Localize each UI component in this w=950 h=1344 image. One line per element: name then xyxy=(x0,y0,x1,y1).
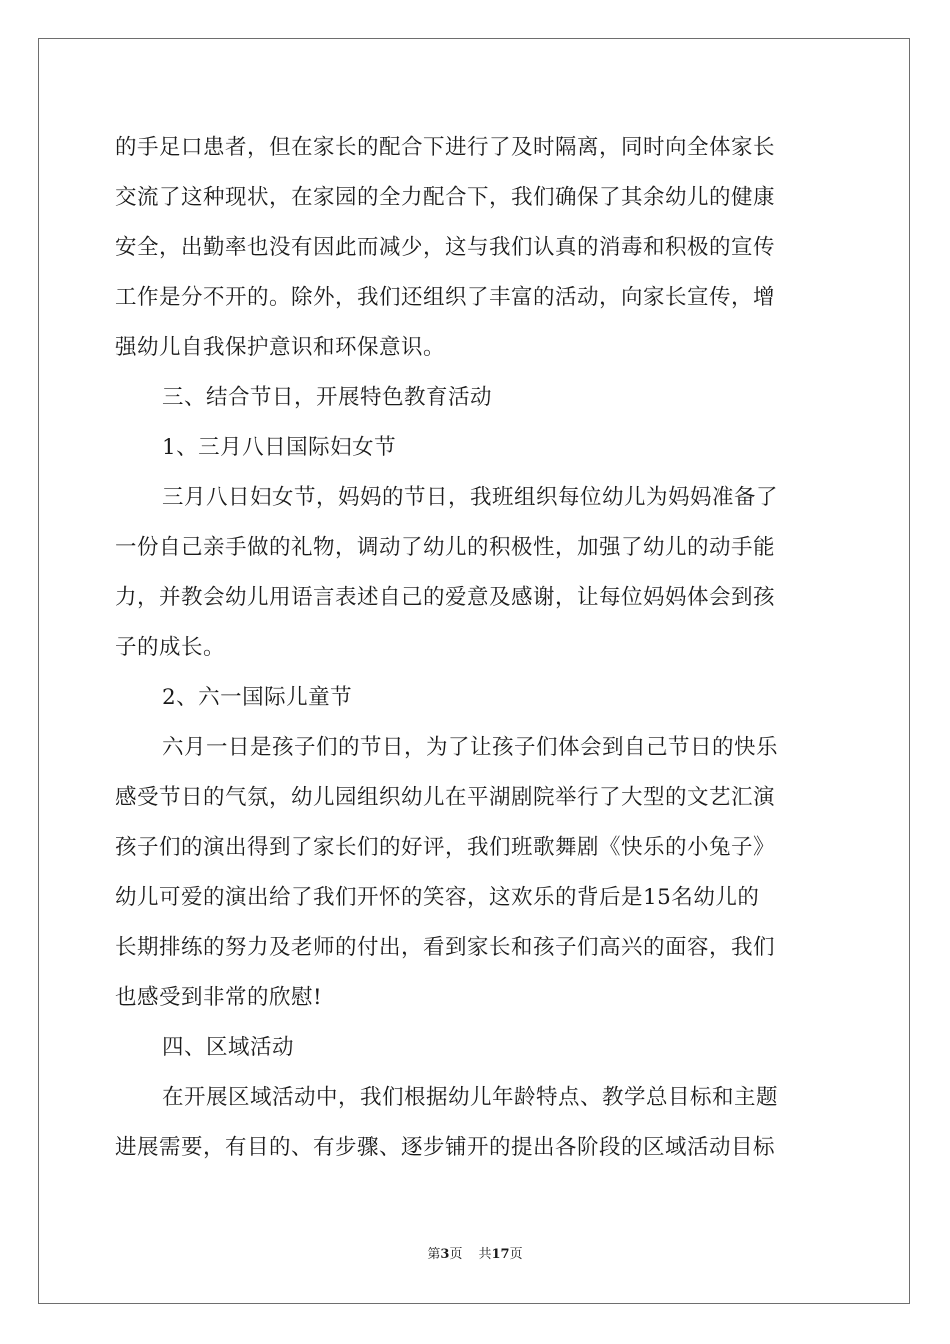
text-line: 在开展区域活动中，我们根据幼儿年龄特点、教学总目标和主题 xyxy=(162,1085,779,1110)
page-total: 17 xyxy=(491,1247,510,1262)
page-footer xyxy=(0,1246,950,1264)
total-prefix: 共 xyxy=(478,1247,492,1262)
subsection-heading: 2、六一国际儿童节 xyxy=(162,685,353,710)
subsection-heading: 1、三月八日国际妇女节 xyxy=(162,435,397,460)
text-line: 感受节日的气氛，幼儿园组织幼儿在平湖剧院举行了大型的文艺汇演 xyxy=(115,785,776,810)
text-line: 交流了这种现状，在家园的全力配合下，我们确保了其余幼儿的健康 xyxy=(115,185,776,210)
text-line: 力，并教会幼儿用语言表述自己的爱意及感谢，让每位妈妈体会到孩 xyxy=(115,585,776,610)
page-current: 3 xyxy=(440,1247,450,1262)
text-line: 工作是分不开的。除外，我们还组织了丰富的活动，向家长宣传，增 xyxy=(115,285,776,310)
text-line: 幼儿可爱的演出给了我们开怀的笑容，这欢乐的背后是15名幼儿的 xyxy=(115,885,760,910)
text-line: 一份自己亲手做的礼物，调动了幼儿的积极性，加强了幼儿的动手能 xyxy=(115,535,776,560)
page-prefix: 第 xyxy=(427,1247,441,1262)
text-line: 强幼儿自我保护意识和环保意识。 xyxy=(115,335,446,360)
total-suffix: 页 xyxy=(509,1247,523,1262)
text-line: 孩子们的演出得到了家长们的好评，我们班歌舞剧《快乐的小兔子》 xyxy=(115,835,776,860)
text-line: 的手足口患者，但在家长的配合下进行了及时隔离，同时向全体家长 xyxy=(115,135,776,160)
text-line: 三月八日妇女节，妈妈的节日，我班组织每位幼儿为妈妈准备了 xyxy=(162,485,779,510)
text-line: 子的成长。 xyxy=(115,635,226,660)
section-heading: 三、结合节日，开展特色教育活动 xyxy=(162,385,493,410)
page-border xyxy=(38,38,910,1304)
text-line: 进展需要，有目的、有步骤、逐步铺开的提出各阶段的区域活动目标 xyxy=(115,1135,776,1160)
text-line: 也感受到非常的欣慰! xyxy=(115,985,323,1010)
text-line: 六月一日是孩子们的节日，为了让孩子们体会到自己节日的快乐 xyxy=(162,735,779,760)
section-heading: 四、区域活动 xyxy=(162,1035,295,1060)
text-line: 安全，出勤率也没有因此而减少，这与我们认真的消毒和积极的宣传 xyxy=(115,235,776,260)
text-line: 长期排练的努力及老师的付出，看到家长和孩子们高兴的面容，我们 xyxy=(115,935,776,960)
page-suffix: 页 xyxy=(449,1247,463,1262)
